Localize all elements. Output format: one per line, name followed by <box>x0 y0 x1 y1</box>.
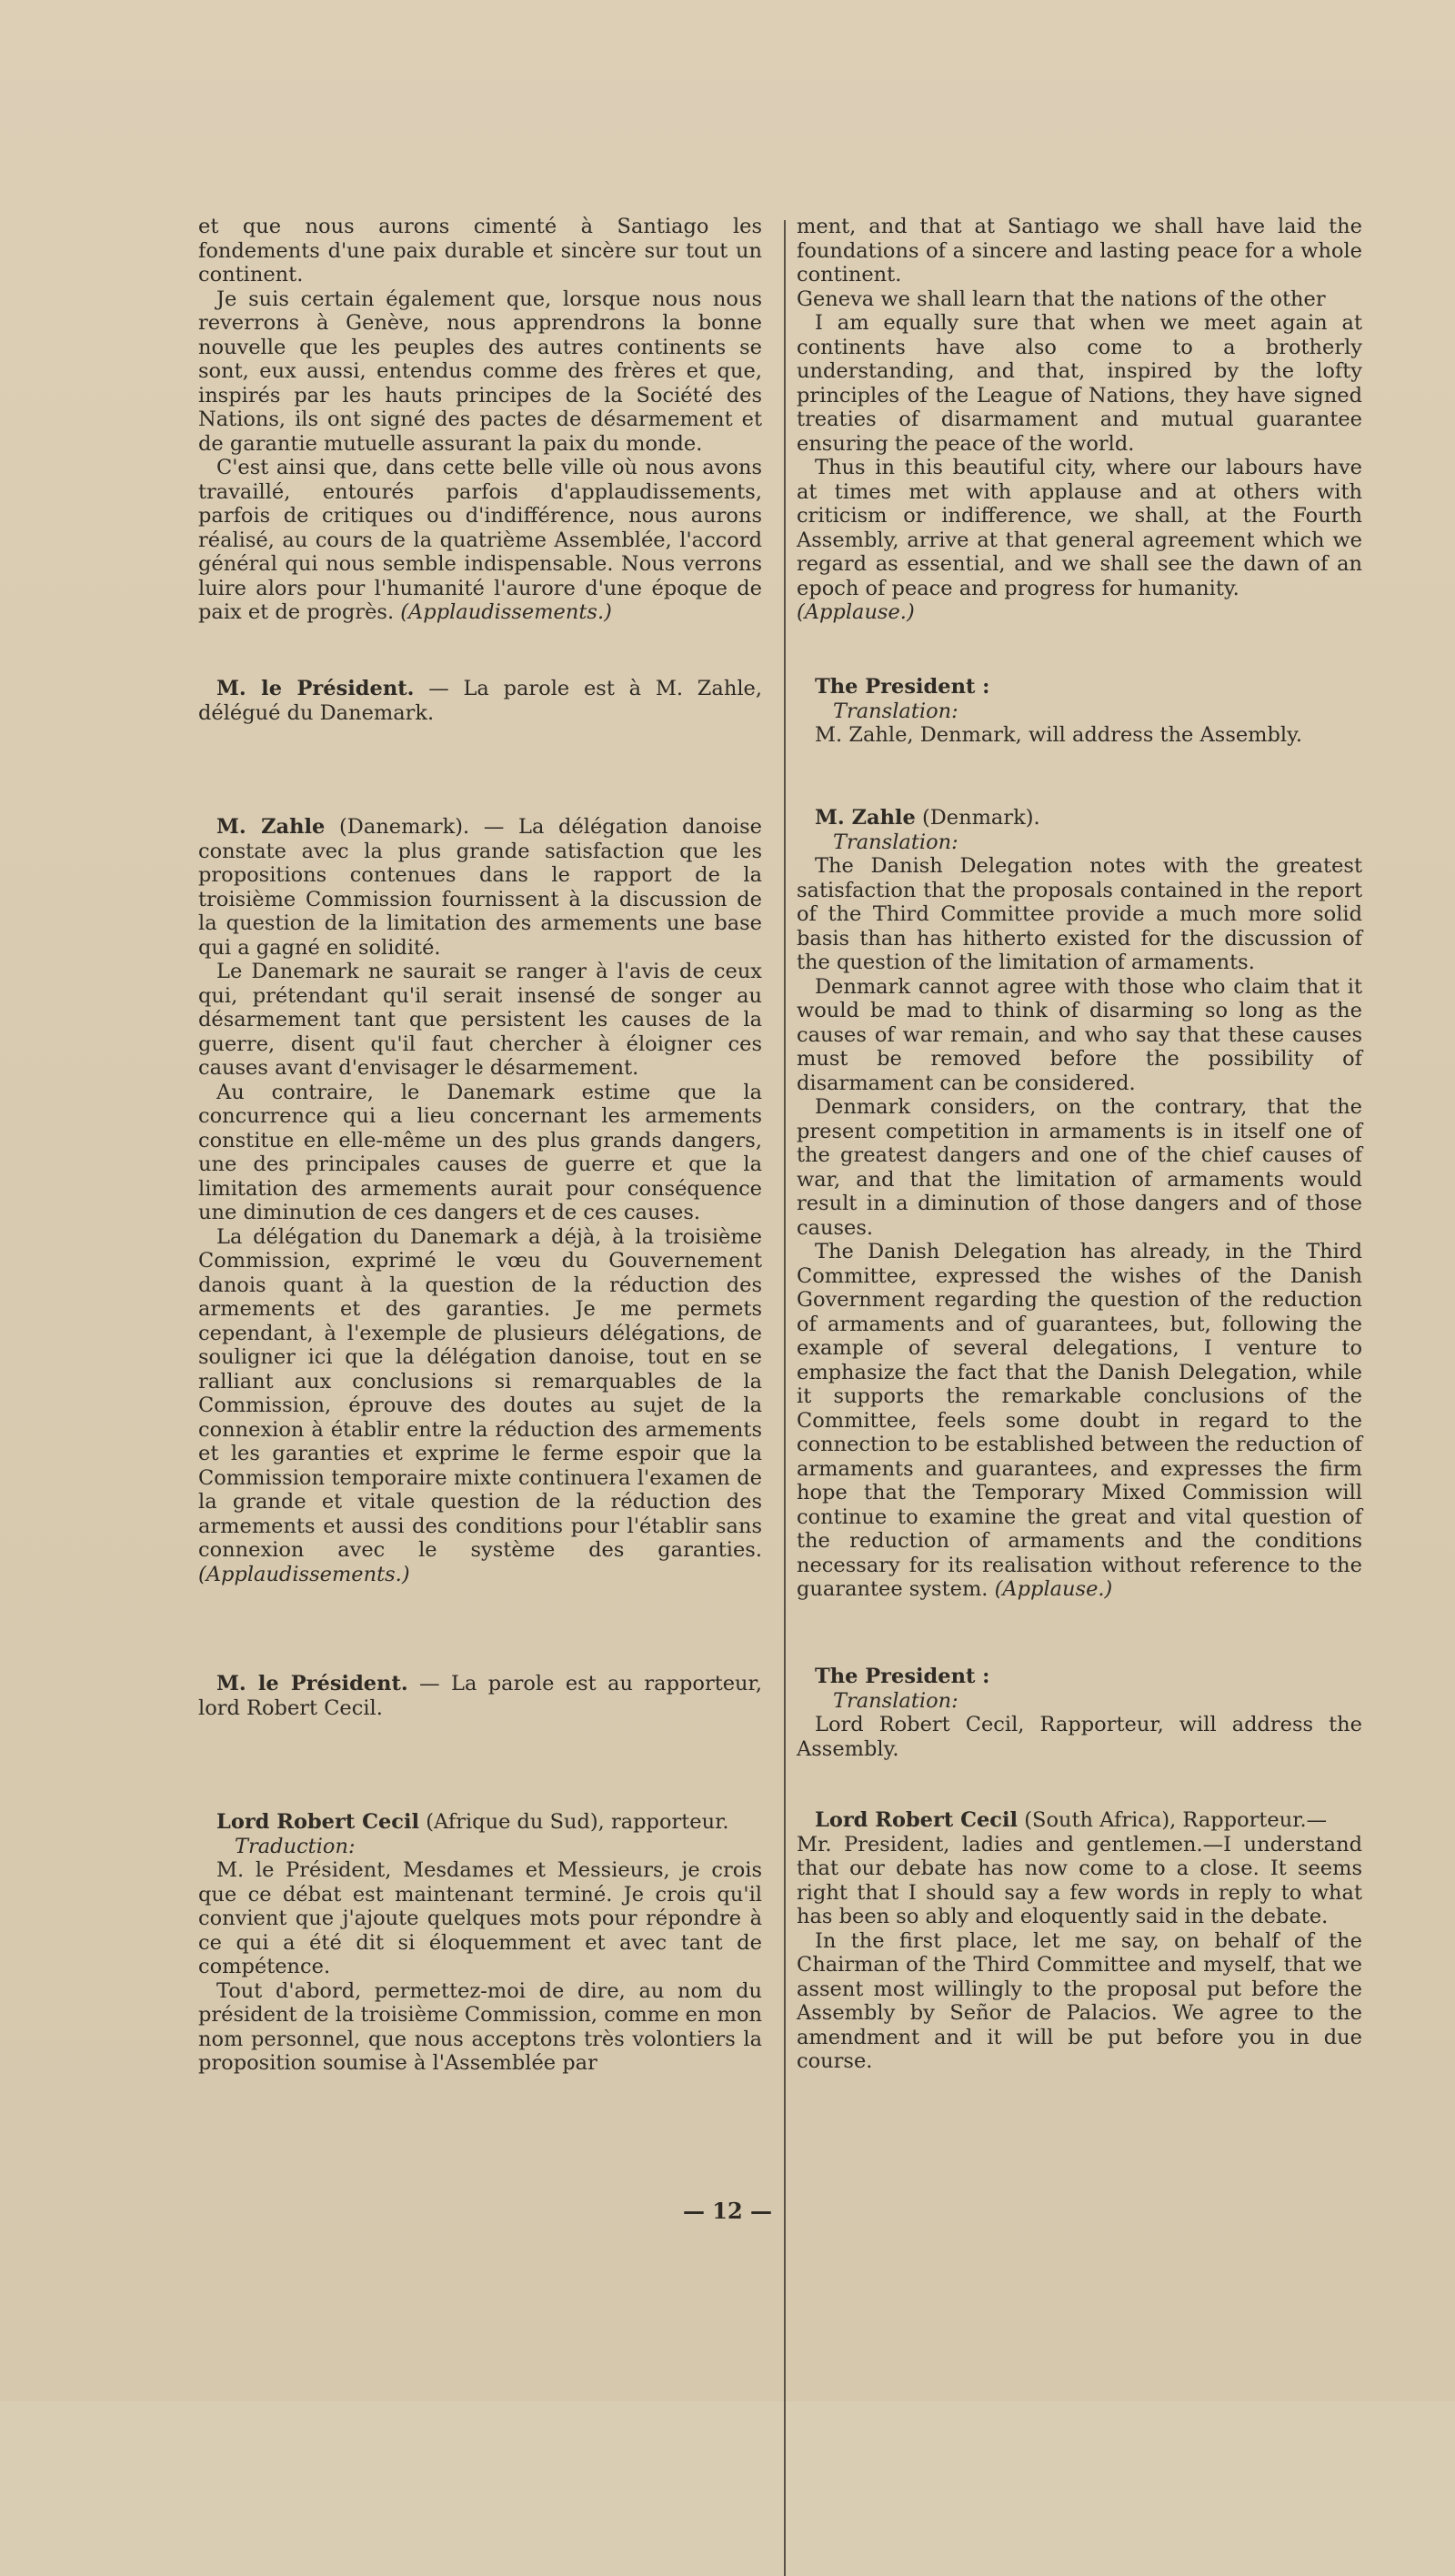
translation-label: Translation: <box>833 699 958 723</box>
speech-text: — La parole est au rapporteur, lord Robert Cecil. <box>198 1672 762 1720</box>
speaker-country: (Afrique du Sud), rapporteur. <box>419 1810 729 1834</box>
paragraph: Lord Robert Cecil, Rapporteur, will address the Assembly. <box>797 1713 1362 1761</box>
speaker-name: Lord Robert Cecil <box>216 1810 420 1834</box>
paragraph: Geneva we shall learn that the nations of the other <box>797 287 1326 311</box>
speaker-name: The President : <box>815 1665 990 1688</box>
paragraph: Mr. President, ladies and gentlemen.—I understand that our debate has now come to a close. It seems right that I should say a few words in reply to what has been so ably and eloquently said in the debate. <box>797 1832 1362 1928</box>
paragraph-text: C'est ainsi que, dans cette belle ville où nous avons travaillé, entourés parfois d'applaudissements, parfois de critiques ou d'indifférence, nous aurons réalisé, au cours de la quatrième Assemblée, l'accord général qui nous semble indispensable. Nous verrons luire alors pour l'humanité l'aurore d'une époque de paix et de progrès. <box>198 456 762 624</box>
speaker-country: (Danemark). <box>325 815 470 839</box>
paragraph: In the first place, let me say, on behalf of the Chairman of the Third Committee and myself, that we assent most willingly to the proposal put before the Assembly by Señor de Palacios. We agree to the amendment and it will be put before you in due course. <box>797 1928 1362 2073</box>
paragraph: Denmark considers, on the contrary, that the present competition in armaments is in itself one of the greatest dangers and one of the chief causes of war, and that the limitation of armaments would result in a diminution of those dangers and of those causes. <box>797 1095 1362 1240</box>
applause-note: (Applause.) <box>994 1577 1113 1601</box>
speaker-country: (South Africa), Rapporteur.— <box>1018 1808 1328 1832</box>
paragraph: Je suis certain également que, lorsque nous nous reverrons à Genève, nous apprendrons la bonne nouvelle que les peuples des autres continents se sont, eux aussi, entendus comme des frères et que, inspirés par les hauts principes de la Société des Nations, ils ont signé des pactes de désarmement et de garantie mutuelle assurant la paix du monde. <box>198 287 762 456</box>
speaker-name: M. Zahle <box>216 815 326 839</box>
paragraph-text: La délégation du Danemark a déjà, à la troisième Commission, exprimé le vœu du Gouvernement danois quant à la question de la réduction des armements et des garanties. Je me permets cependant, à l'exemple de plusieurs délégations, de souligner ici que la délégation danoise, tout en se ralliant aux conclusions si remarquables de la Commission, éprouve des doutes au sujet de la connexion à établir entre la réduction des armements et les garanties et exprime le ferme espoir que la Commission temporaire mixte continuera l'examen de la grande et vitale question de la réduction des armements et aussi des conditions pour l'établir sans connexion avec le système des garanties. <box>198 1224 762 1562</box>
english-zahle-section <box>797 806 1362 1602</box>
paragraph: I am equally sure that when we meet again at continents have also come to a brotherly understanding, and that, inspired by the lofty principles of the League of Nations, they have signed treaties of disarmament and mutual guarantee ensuring the peace of the world. <box>797 311 1362 456</box>
applause-note: (Applaudissements.) <box>198 1562 410 1586</box>
paragraph <box>797 806 1362 830</box>
paragraph: et que nous aurons cimenté à Santiago les fondements d'une paix durable et sincère sur tout un continent. <box>198 215 762 287</box>
paragraph: M. Zahle, Denmark, will address the Assembly. <box>815 723 1302 747</box>
paragraph: Le Danemark ne saurait se ranger à l'avis de ceux qui, prétendant qu'il serait insensé de songer au désarmement tant que persistent les causes de la guerre, disent qu'il faut chercher à éloigner ces causes avant d'envisager le désarmement. <box>198 960 762 1080</box>
paragraph: The Danish Delegation notes with the greatest satisfaction that the proposals contained in the report of the Third Committee provide a much more solid basis than has hitherto existed for the discussion of the question of the limitation of armaments. <box>797 854 1362 974</box>
french-zahle-section <box>198 815 762 1586</box>
translation-label: Translation: <box>833 830 958 854</box>
applause-note: (Applause.) <box>797 600 915 624</box>
french-opening-section <box>198 215 762 625</box>
french-president-1-section <box>198 677 762 725</box>
speaker-name: Lord Robert Cecil <box>815 1808 1018 1832</box>
paragraph <box>198 815 762 960</box>
paragraph: Thus in this beautiful city, where our labours have at times met with applause and at others with criticism or indifference, we shall, at the Fourth Assembly, arrive at that general agreement which we regard as essential, and we shall see the dawn of an epoch of peace and progress for humanity. <box>797 456 1362 600</box>
speech-text: — La délégation danoise constate avec la plus grande satisfaction que les propositions contenues dans le rapport de la troisième Commission fournissent à la discussion de la question de la limitation des armements une base qui a gagné en solidité. <box>198 815 762 960</box>
french-cecil-section <box>198 1810 762 2076</box>
speaker-name: M. Zahle <box>815 806 916 830</box>
paragraph-text: The Danish Delegation has already, in the Third Committee, expressed the wishes of the Danish Government regarding the question of the reduction of armaments and of guarantees, but, following the example of several delegations, I venture to emphasize the fact that the Danish Delegation, while it supports the remarkable conclusions of the Committee, feels some doubt in regard to the connection to be established between the reduction of armaments and guarantees, and expresses the firm hope that the Temporary Mixed Commission will continue to examine the great and vital question of the reduction of armaments and the conditions necessary for its realisation without reference to the guarantee system. <box>797 1240 1362 1601</box>
translation-label: Traduction: <box>235 1834 356 1858</box>
speaker-country: (Denmark). <box>915 806 1040 830</box>
paragraph: Denmark cannot agree with those who claim that it would be mad to think of disarming so long as the causes of war remain, and who say that these causes must be removed before the possibility of disarmament can be considered. <box>797 974 1362 1095</box>
paragraph <box>198 1810 762 1835</box>
translation-label: Translation: <box>833 1688 958 1713</box>
paragraph: Au contraire, le Danemark estime que la concurrence qui a lieu concernant les armements constitue en elle-même un des plus grands dangers, une des principales causes de guerre et que la limitation des armements aurait pour conséquence une diminution de ces dangers et de ces causes. <box>198 1080 762 1224</box>
french-president-2-section <box>198 1672 762 1720</box>
paragraph <box>198 1672 762 1720</box>
speech-text: — La parole est à M. Zahle, délégué du Danemark. <box>198 677 762 725</box>
paragraph <box>797 1240 1362 1602</box>
paragraph <box>198 677 762 725</box>
speaker-name: The President : <box>815 675 990 699</box>
speaker-name: M. le Président. <box>216 677 415 700</box>
english-president-2-section <box>797 1665 1362 1761</box>
paragraph: ment, and that at Santiago we shall have laid the foundations of a sincere and lasting peace for a whole continent. <box>797 215 1362 287</box>
english-opening-section <box>797 215 1362 625</box>
english-president-1-section <box>797 675 1362 748</box>
page-number: — 12 — <box>682 2198 773 2224</box>
paragraph: M. le Président, Mesdames et Messieurs, je crois que ce débat est maintenant terminé. Je crois qu'il convient que j'ajoute quelques mots pour répondre à ce qui a été dit si éloquemment et avec tant de compétence. <box>198 1858 762 1978</box>
paragraph <box>198 456 762 625</box>
english-cecil-section <box>797 1808 1362 2074</box>
paragraph: Tout d'abord, permettez-moi de dire, au nom du président de la troisième Commission, comme en mon nom personnel, que nous acceptons très volontiers la proposition soumise à l'Assemblée par <box>198 1978 762 2075</box>
speaker-name: M. le Président. <box>216 1672 408 1696</box>
applause-note: (Applaudissements.) <box>400 600 612 624</box>
paragraph <box>198 1225 762 1587</box>
paragraph <box>797 1808 1362 1833</box>
